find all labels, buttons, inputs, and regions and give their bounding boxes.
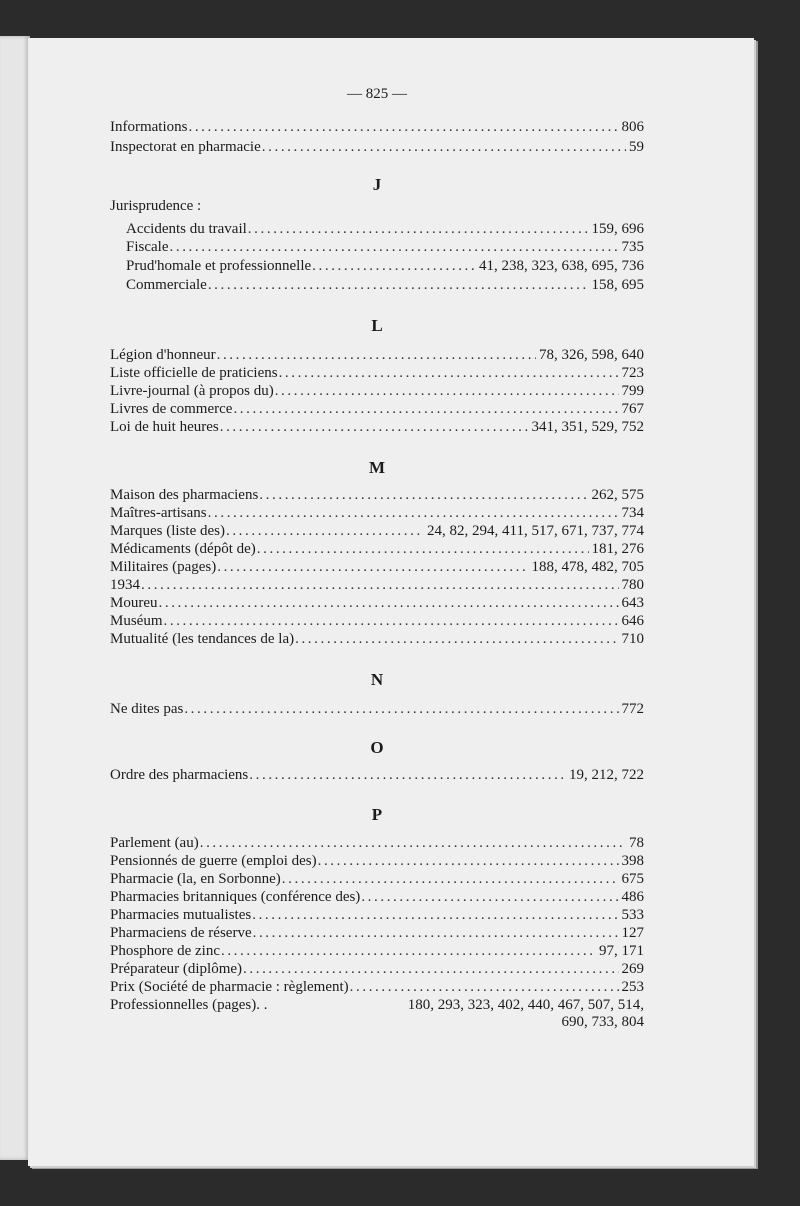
entry-pages: 181, 276 xyxy=(591,541,644,557)
index-entry xyxy=(110,118,644,136)
section-letter-o: O xyxy=(370,738,384,757)
section-letter-m: M xyxy=(368,458,386,477)
dot-leader xyxy=(312,257,476,275)
entry-term: Préparateur (diplôme) xyxy=(110,961,243,977)
dot-leader xyxy=(243,960,618,978)
entry-term: Pharmacies mutualistes xyxy=(110,907,252,923)
index-entry xyxy=(110,834,644,852)
dot-leader xyxy=(282,870,619,888)
entry-pages: 398 xyxy=(621,853,644,869)
left-page-edge xyxy=(0,36,30,1160)
dot-leader xyxy=(208,276,589,294)
entry-term: Ordre des pharmaciens xyxy=(110,767,249,783)
dot-leader xyxy=(262,138,626,156)
index-entry xyxy=(110,382,644,400)
index-entry xyxy=(110,766,644,784)
entry-pages: 533 xyxy=(621,907,644,923)
entry-term: Pharmacies britanniques (conférence des) xyxy=(110,889,361,905)
index-entry xyxy=(110,906,644,924)
index-entry xyxy=(110,612,644,630)
entry-pages: 188, 478, 482, 705 xyxy=(531,559,644,575)
dot-leader xyxy=(259,486,588,504)
index-entry xyxy=(126,257,644,275)
entry-pages: 262, 575 xyxy=(591,487,644,503)
index-entry xyxy=(110,942,644,960)
section-intro: Jurisprudence : xyxy=(110,198,202,214)
entry-pages-continuation: 690, 733, 804 xyxy=(561,1014,644,1030)
entry-pages: 253 xyxy=(621,979,644,995)
index-entry xyxy=(126,220,644,238)
entry-term: Fiscale xyxy=(126,239,169,255)
entry-pages: 772 xyxy=(621,701,644,717)
entry-pages: 127 xyxy=(621,925,644,941)
index-entry xyxy=(110,700,644,718)
dot-leader xyxy=(217,558,528,576)
entry-term: 1934 xyxy=(110,577,140,593)
entry-pages: 710 xyxy=(621,631,644,647)
entry-term: Inspectorat en pharmacie xyxy=(110,139,261,155)
entry-term: Ne dites pas xyxy=(110,701,184,717)
index-entry xyxy=(110,888,644,906)
index-entry xyxy=(110,924,644,942)
entry-term: Phosphore de zinc xyxy=(110,943,220,959)
entry-term: Médicaments (dépôt de) xyxy=(110,541,256,557)
index-entry xyxy=(110,346,644,364)
index-entry xyxy=(110,576,644,594)
dot-leader xyxy=(279,364,619,382)
entry-pages: 24, 82, 294, 411, 517, 671, 737, 774 xyxy=(427,523,644,539)
index-entry xyxy=(126,238,644,256)
entry-term: Liste officielle de praticiens xyxy=(110,365,278,381)
index-entry xyxy=(110,852,644,870)
entry-pages: 675 xyxy=(621,871,644,887)
entry-term: Mutualité (les tendances de la) xyxy=(110,631,295,647)
entry-pages: 643 xyxy=(621,595,644,611)
dot-leader xyxy=(208,504,619,522)
entry-term: Maison des pharmaciens xyxy=(110,487,259,503)
dot-leader xyxy=(217,346,536,364)
dot-leader xyxy=(318,852,619,870)
index-entry xyxy=(110,522,644,540)
dot-leader xyxy=(233,400,618,418)
dot-leader xyxy=(184,700,618,718)
index-entry xyxy=(110,630,644,648)
entry-pages: 486 xyxy=(621,889,644,905)
entry-term: Maîtres-artisans xyxy=(110,505,207,521)
entry-term: Prud'homale et professionnelle xyxy=(126,258,312,274)
entry-pages: 269 xyxy=(621,961,644,977)
dot-leader xyxy=(275,382,619,400)
entry-pages: 735 xyxy=(621,239,644,255)
index-entry xyxy=(110,558,644,576)
section-letter-n: N xyxy=(370,670,384,689)
index-entry xyxy=(110,870,644,888)
index-entry xyxy=(110,138,644,156)
dot-leader xyxy=(141,576,619,594)
index-entry xyxy=(110,486,644,504)
entry-term: Pharmacie (la, en Sorbonne) xyxy=(110,871,281,887)
entry-pages: 767 xyxy=(621,401,644,417)
dot-leader xyxy=(350,978,619,996)
index-entry xyxy=(126,276,644,294)
entry-pages: 180, 293, 323, 402, 440, 467, 507, 514, xyxy=(407,997,644,1013)
entry-term: Livre-journal (à propos du) xyxy=(110,383,274,399)
entry-pages: 19, 212, 722 xyxy=(569,767,644,783)
entry-term: Commerciale xyxy=(126,277,207,293)
entry-pages: 341, 351, 529, 752 xyxy=(531,419,644,435)
entry-term: Muséum xyxy=(110,613,163,629)
page-number: — 825 — xyxy=(347,86,407,102)
entry-pages: 158, 695 xyxy=(591,277,644,293)
section-letter-l: L xyxy=(371,316,383,335)
index-entry xyxy=(110,540,644,558)
section-letter-j: J xyxy=(372,175,382,194)
index-entry xyxy=(110,978,644,996)
index-entry xyxy=(110,400,644,418)
dot-leader xyxy=(226,522,424,540)
entry-term: Moureu xyxy=(110,595,158,611)
entry-pages: 78 xyxy=(629,835,644,851)
entry-term: Parlement (au) xyxy=(110,835,199,851)
entry-pages: 159, 696 xyxy=(591,221,644,237)
index-entry xyxy=(110,364,644,382)
dot-leader xyxy=(170,238,619,256)
entry-pages: 734 xyxy=(621,505,644,521)
entry-term: Loi de huit heures xyxy=(110,419,219,435)
dot-leader xyxy=(253,924,619,942)
index-entry xyxy=(110,418,644,436)
dot-leader xyxy=(257,540,589,558)
index-entry xyxy=(110,960,644,978)
dot-leader xyxy=(164,612,619,630)
entry-term: Légion d'honneur xyxy=(110,347,216,363)
dot-leader xyxy=(200,834,626,852)
entry-term: Professionnelles (pages). . xyxy=(110,997,268,1013)
dot-leader xyxy=(221,942,596,960)
dot-leader xyxy=(252,906,618,924)
entry-pages: 806 xyxy=(621,119,644,135)
entry-term: Prix (Société de pharmacie : règlement) xyxy=(110,979,349,995)
dot-leader xyxy=(188,118,618,136)
dot-leader xyxy=(361,888,618,906)
entry-term: Marques (liste des) xyxy=(110,523,225,539)
index-page xyxy=(28,38,754,1166)
entry-term: Pharmaciens de réserve xyxy=(110,925,252,941)
entry-term: Militaires (pages) xyxy=(110,559,217,575)
dot-leader xyxy=(248,220,589,238)
entry-term: Livres de commerce xyxy=(110,401,233,417)
entry-pages: 78, 326, 598, 640 xyxy=(539,347,644,363)
index-entry xyxy=(110,594,644,612)
entry-term: Pensionnés de guerre (emploi des) xyxy=(110,853,317,869)
entry-pages: 723 xyxy=(621,365,644,381)
entry-pages: 41, 238, 323, 638, 695, 736 xyxy=(479,258,644,274)
entry-term: Accidents du travail xyxy=(126,221,247,237)
entry-pages: 646 xyxy=(621,613,644,629)
dot-leader xyxy=(220,418,529,436)
entry-term: Informations xyxy=(110,119,188,135)
entry-pages: 780 xyxy=(621,577,644,593)
entry-pages: 97, 171 xyxy=(599,943,644,959)
index-entry xyxy=(110,996,644,1014)
entry-pages: 799 xyxy=(621,383,644,399)
dot-leader xyxy=(295,630,618,648)
dot-leader xyxy=(249,766,566,784)
section-letter-p: P xyxy=(371,805,383,824)
dot-leader xyxy=(159,594,619,612)
index-entry xyxy=(110,504,644,522)
entry-pages: 59 xyxy=(629,139,644,155)
